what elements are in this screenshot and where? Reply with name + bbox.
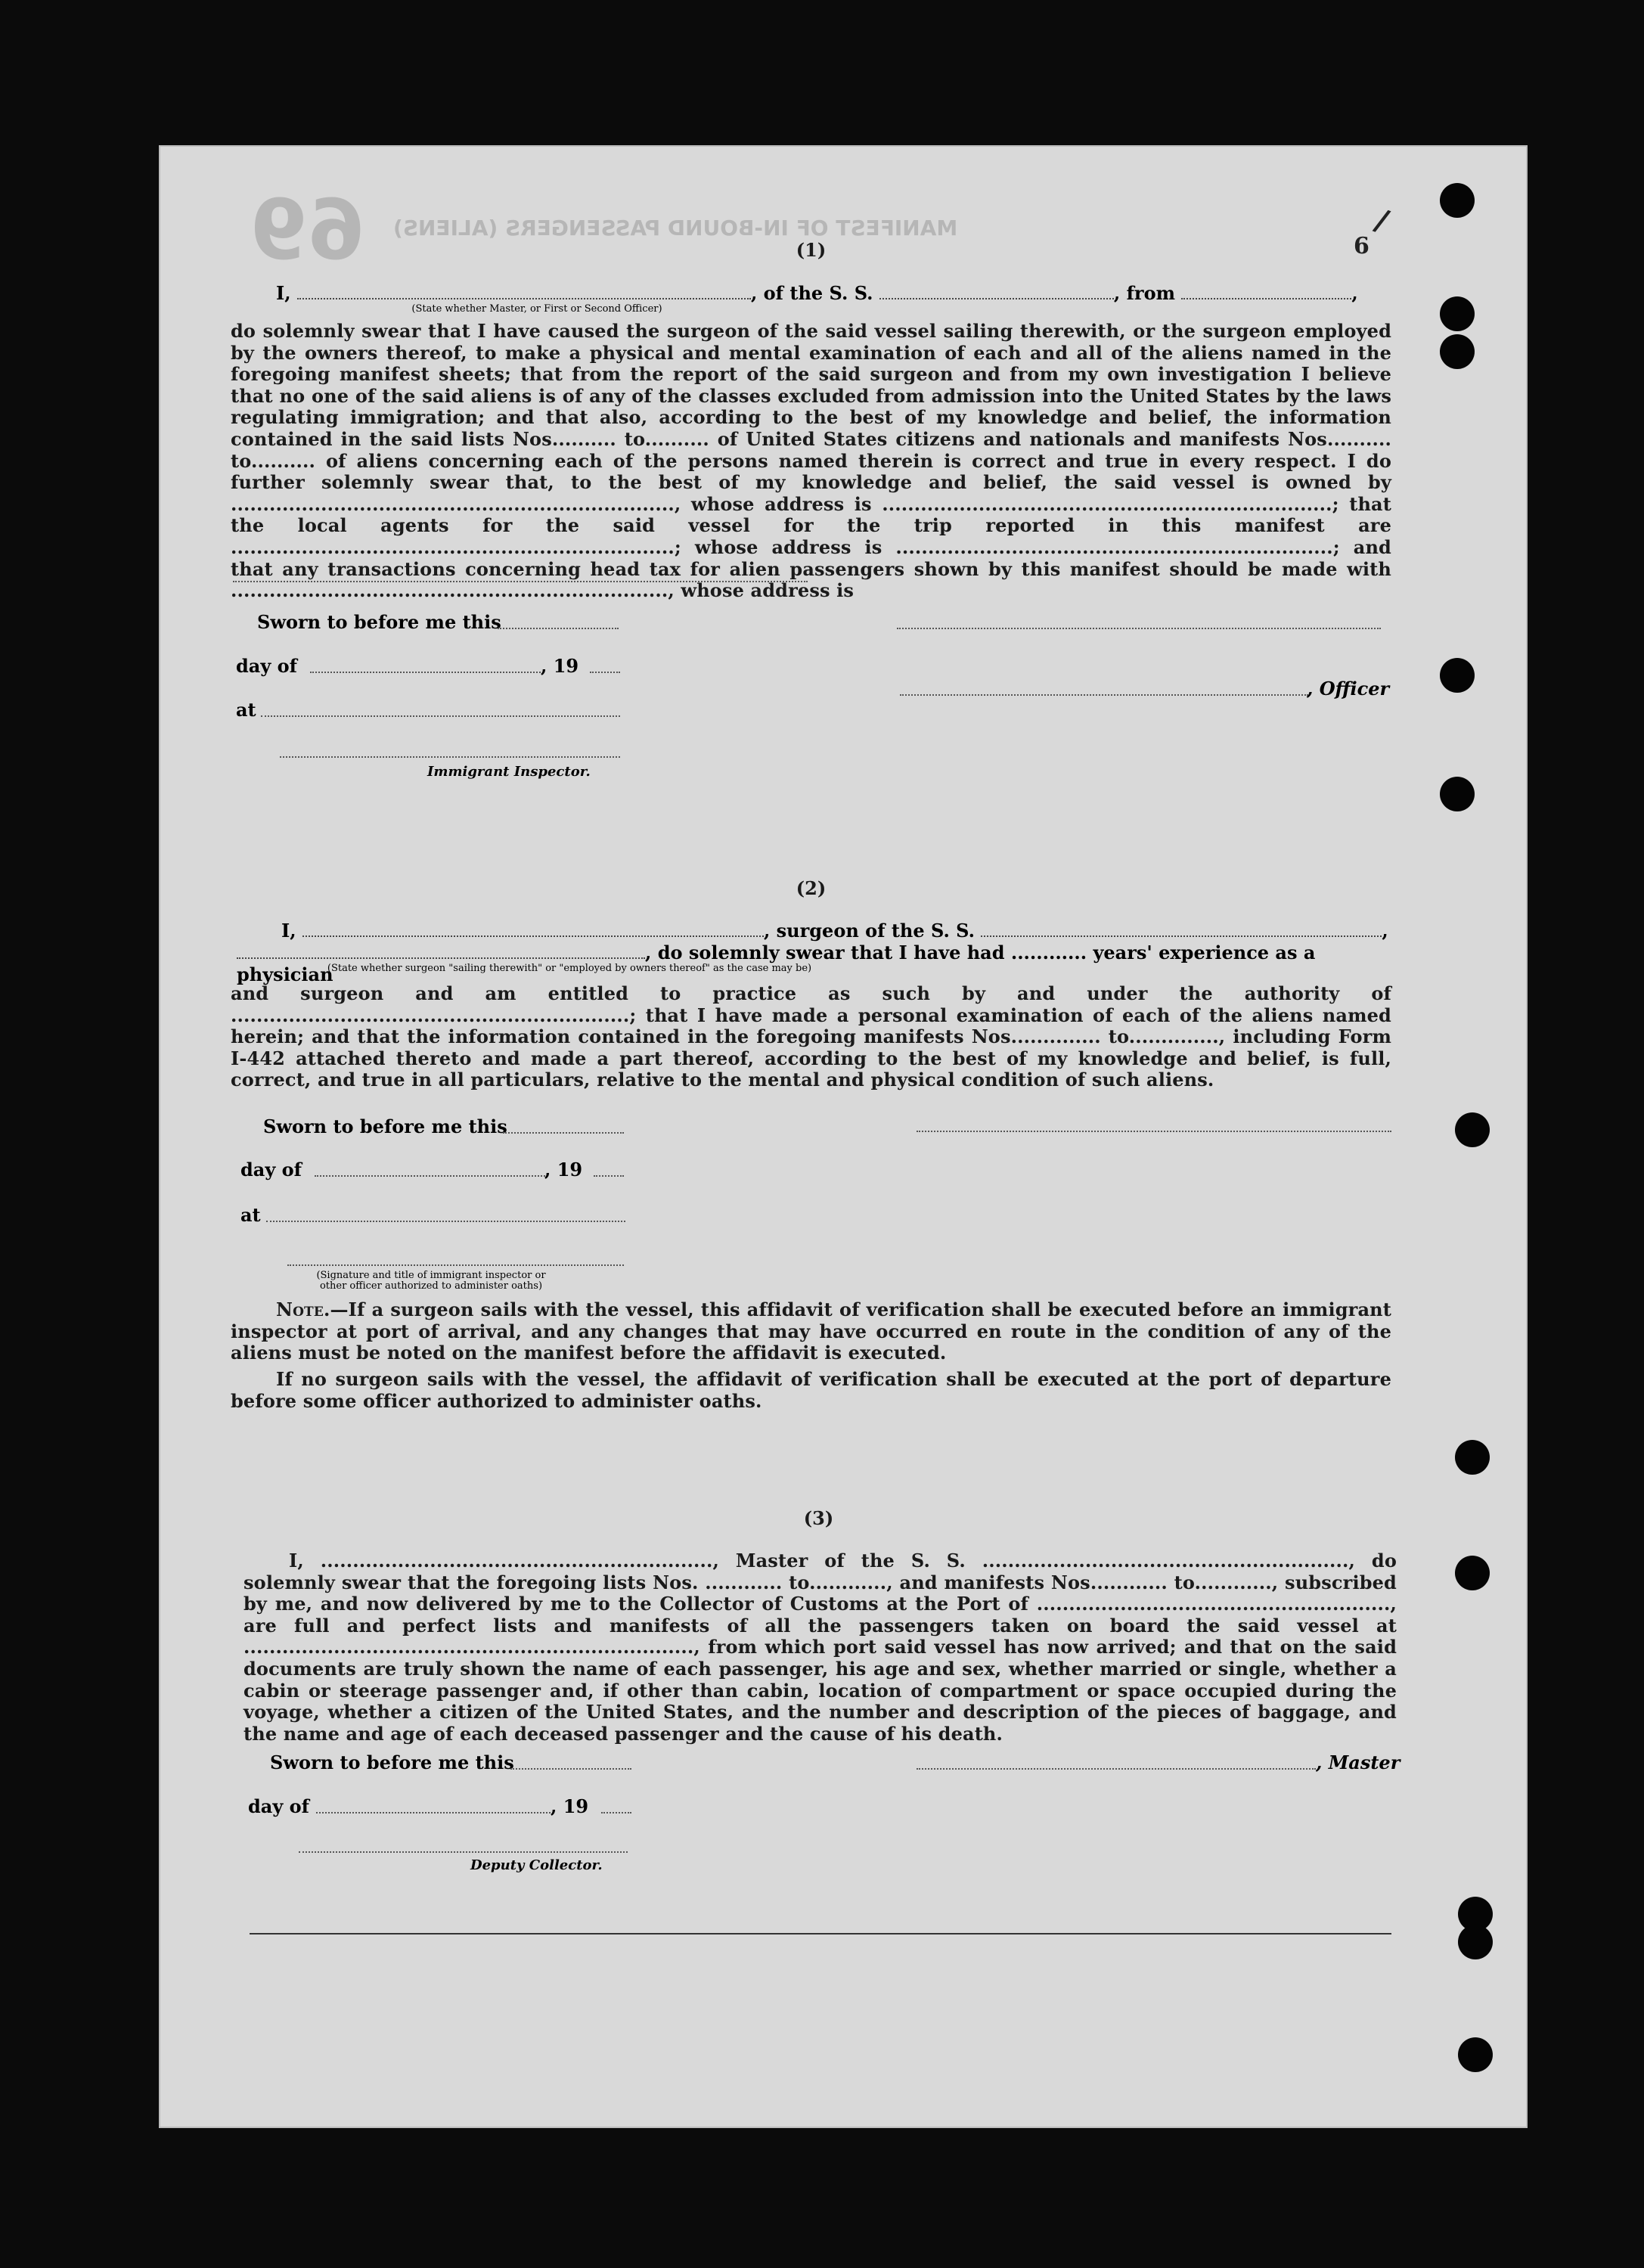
binder-hole (1455, 1112, 1490, 1147)
master-signature-line (917, 1768, 1316, 1770)
bottom-rule (250, 1933, 1391, 1934)
day-of-label-2: day of (240, 1159, 302, 1181)
address-continuation-line (233, 581, 808, 582)
binder-hole (1440, 777, 1475, 811)
at-field-1 (261, 715, 620, 717)
inspector-signature-line-2 (287, 1264, 624, 1266)
master-label: , Master (1316, 1751, 1401, 1773)
day-of-field-2 (315, 1175, 545, 1177)
year-field-1 (590, 672, 620, 673)
binder-hole (1440, 334, 1475, 369)
collector-label: Deputy Collector. (470, 1857, 603, 1873)
sworn-label-3: Sworn to before me this (270, 1751, 514, 1773)
pencil-mark: 6 (1354, 233, 1369, 259)
year-label-2: , 19 (544, 1159, 583, 1181)
sworn-day-field-2 (503, 1132, 624, 1134)
binder-hole (1440, 183, 1475, 218)
section-3-body: I, ............................................................., Master of the S. S. ........................................................., do solemnly swear that the foregoing lists Nos. ............ to............, and manifests Nos............ to............, subscribed by me, and now delivered by me to the Collector of Customs at the Port of ......................................................., are full and perfect lists and manifests of all the passengers taken on board the said vessel at ......................................................................, from which port said vessel has now arrived; and that on the said documents are truly shown the name of each passenger, his age and sex, whether married or single, whether a cabin or steerage passenger and, if other than cabin, location of compartment or space occupied during the voyage, whether a citizen of the United States, and the number and description of the pieces of baggage, and the name and age of each deceased passenger and the cause of his death. (243, 1550, 1397, 1745)
inspector-label: Immigrant Inspector. (427, 764, 591, 780)
at-label-1: at (236, 699, 256, 721)
section-1-body: do solemnly swear that I have caused the surgeon of the said vessel sailing therewith, or the surgeon employed by the owners thereof, to make a physical and mental examination of each and all of the aliens named in the foregoing manifest sheets; that from the report of the said surgeon and from my own investigation I believe that no one of the said aliens is of any of the classes excluded from admission into the United States by the laws regulating immigration; and that also, according to the best of my knowledge and belief, the information contained in the said lists Nos.......... to.......... of United States citizens and nationals and manifests Nos.......... to.......... of aliens concerning each of the persons named therein is correct and true in every respect. I do further solemnly swear that, to the best of my knowledge and belief, the said vessel is owned by ....................................................................., whose address is ......................................................................; that the local agents for the said vessel for the trip reported in this manifest are .....................................................................; whose address is ....................................................................; and that any transactions concerning head tax for alien passengers shown by this manifest should be made with ...................................................................., whose address is (231, 320, 1391, 602)
inspector-signature-line (280, 756, 620, 758)
officer-name-line (900, 694, 1308, 696)
at-field-2 (266, 1221, 625, 1222)
officer-signature-line (897, 628, 1381, 629)
section-2-number: (2) (796, 877, 827, 899)
collector-signature-line (299, 1851, 628, 1853)
section-2-intro: I, , surgeon of the S. S. , (281, 920, 1388, 942)
officer-label: , Officer (1307, 678, 1390, 700)
binder-hole (1458, 2037, 1493, 2072)
year-field-3 (601, 1812, 631, 1813)
sworn-label-1: Sworn to before me this (257, 611, 501, 633)
officer-rank-caption: (State whether Master, or First or Second Officer) (411, 303, 662, 315)
binder-hole (1455, 1440, 1490, 1475)
signature-title-caption: (Signature and title of immigrant inspector or other officer authorized to administer oaths) (316, 1270, 546, 1292)
pencil-mark: / (1370, 201, 1394, 240)
section-2-body: and surgeon and am entitled to practice as such by and under the authority of ..............................................................; that I have made a personal examination of each of the aliens named herein; and that the information contained in the foregoing manifests Nos.............. to.............., including Form I-442 attached thereto and made a part thereof, according to the best of my knowledge and belief, is full, correct, and true in all particulars, relative to the mental and physical condition of such aliens. (231, 982, 1391, 1091)
sworn-day-field-3 (510, 1768, 631, 1770)
section-3-number: (3) (803, 1507, 834, 1529)
section-1-intro: I, , of the S. S. , from , (276, 282, 1358, 304)
day-of-field-1 (310, 672, 541, 673)
year-field-2 (594, 1175, 624, 1177)
section-2-line2: , do solemnly swear that I have had ............ years' experience as a physician (237, 942, 1316, 985)
surgeon-type-caption: (State whether surgeon "sailing therewith" or "employed by owners thereof" as the case may be) (327, 963, 812, 974)
section-2-note2: If no surgeon sails with the vessel, the affidavit of verification shall be executed at the port of departure before some officer authorized to administer oaths. (231, 1368, 1391, 1412)
section-1-number: (1) (796, 239, 827, 261)
sworn-day-field-1 (498, 628, 619, 629)
year-label-3: , 19 (551, 1795, 589, 1817)
binder-hole (1455, 1556, 1490, 1590)
day-of-field-3 (316, 1812, 551, 1813)
sworn-label-2: Sworn to before me this (263, 1115, 507, 1137)
section-2-note: Note.—If a surgeon sails with the vessel, this affidavit of verification shall be executed before an immigrant inspector at port of arrival, and any changes that may have occurred en route in the condition of any of the aliens must be noted on the manifest before the affidavit is executed. (231, 1298, 1391, 1364)
at-label-2: at (240, 1204, 261, 1226)
year-label-1: , 19 (541, 655, 579, 677)
bleed-through-numeral: 69 (250, 182, 366, 278)
day-of-label-3: day of (248, 1795, 309, 1817)
bleed-through-header: MANIFEST OF IN-BOUND PASSENGERS (ALIENS) (393, 216, 958, 240)
day-of-label-1: day of (236, 655, 297, 677)
binder-hole (1440, 658, 1475, 693)
binder-hole (1440, 296, 1475, 331)
surgeon-signature-line (917, 1131, 1391, 1132)
binder-hole (1458, 1925, 1493, 1959)
